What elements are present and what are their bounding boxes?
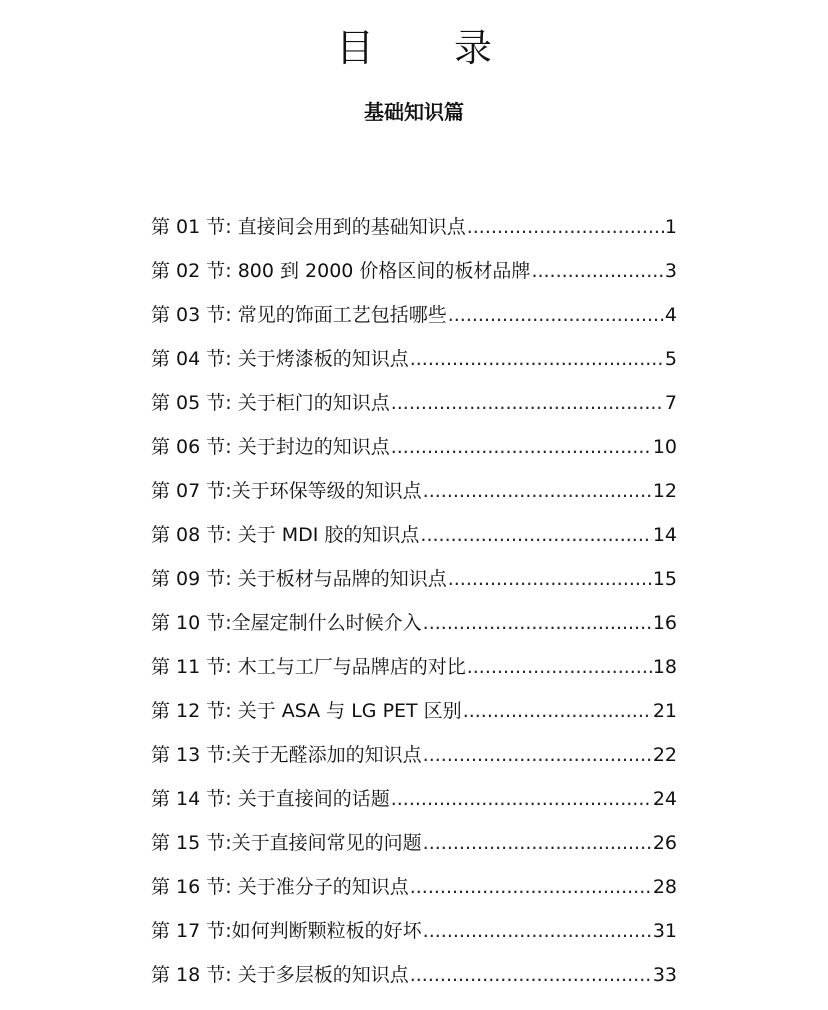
toc-entry[interactable]	[151, 245, 677, 289]
toc-page-number: 16	[652, 612, 677, 634]
toc-entry[interactable]	[151, 729, 677, 773]
toc-dot-leader	[467, 209, 664, 245]
toc-page-number: 28	[652, 876, 677, 898]
toc-page-number: 33	[652, 964, 677, 986]
toc-dot-leader	[467, 649, 652, 685]
toc-dot-leader	[420, 517, 651, 553]
toc-dot-leader	[391, 429, 652, 465]
toc-dot-leader	[423, 913, 652, 949]
toc-page-number: 24	[652, 788, 677, 810]
toc-page-number: 10	[652, 436, 677, 458]
toc-entry-label: 第 15 节:关于直接间常见的问题	[151, 832, 422, 854]
toc-page-number: 18	[652, 656, 677, 678]
toc-page-number: 5	[664, 348, 677, 370]
toc-entry[interactable]	[151, 817, 677, 861]
toc-page-number: 1	[664, 216, 677, 238]
toc-entry-label: 第 10 节:全屋定制什么时候介入	[151, 612, 422, 634]
toc-entry-label: 第 18 节: 关于多层板的知识点	[151, 964, 409, 986]
toc-dot-leader	[423, 473, 652, 509]
toc-dot-leader	[423, 737, 652, 773]
toc-page-number: 12	[652, 480, 677, 502]
toc-page-number: 22	[652, 744, 677, 766]
toc-entry[interactable]	[151, 333, 677, 377]
toc-entry-label: 第 01 节: 直接间会用到的基础知识点	[151, 216, 466, 238]
toc-entry[interactable]	[151, 773, 677, 817]
toc-entry[interactable]	[151, 289, 677, 333]
toc-entry[interactable]	[151, 553, 677, 597]
toc-entry[interactable]	[151, 201, 677, 245]
toc-page-number: 14	[652, 524, 677, 546]
toc-dot-leader	[448, 297, 664, 333]
toc-page-number: 7	[664, 392, 677, 414]
toc-page-number: 15	[652, 568, 677, 590]
toc-page-number: 21	[652, 700, 677, 722]
page-title: 目 录	[335, 26, 527, 70]
toc-dot-leader	[423, 605, 652, 641]
toc-entry[interactable]	[151, 949, 677, 993]
toc-page-number: 4	[664, 304, 677, 326]
toc-dot-leader	[391, 781, 652, 817]
toc-entry-label: 第 06 节: 关于封边的知识点	[151, 436, 390, 458]
toc-entry-label: 第 13 节:关于无醛添加的知识点	[151, 744, 422, 766]
toc-entry[interactable]	[151, 465, 677, 509]
toc-entry-label: 第 11 节: 木工与工厂与品牌店的对比	[151, 656, 466, 678]
toc-entry[interactable]	[151, 597, 677, 641]
toc-dot-leader	[423, 825, 652, 861]
toc-entry-label: 第 09 节: 关于板材与品牌的知识点	[151, 568, 447, 590]
toc-entry-label: 第 17 节:如何判断颗粒板的好坏	[151, 920, 422, 942]
toc-page-number: 26	[652, 832, 677, 854]
toc-entry[interactable]	[151, 905, 677, 949]
table-of-contents	[151, 201, 677, 993]
toc-dot-leader	[463, 693, 652, 729]
toc-dot-leader	[410, 957, 652, 993]
toc-dot-leader	[391, 385, 664, 421]
toc-entry-label: 第 05 节: 关于柜门的知识点	[151, 392, 390, 414]
toc-entry-label: 第 07 节:关于环保等级的知识点	[151, 480, 422, 502]
toc-entry[interactable]	[151, 641, 677, 685]
toc-entry[interactable]	[151, 377, 677, 421]
toc-entry-label: 第 04 节: 关于烤漆板的知识点	[151, 348, 409, 370]
toc-dot-leader	[448, 561, 652, 597]
toc-entry[interactable]	[151, 861, 677, 905]
toc-entry-label: 第 16 节: 关于准分子的知识点	[151, 876, 409, 898]
toc-dot-leader	[410, 869, 652, 905]
toc-dot-leader	[410, 341, 664, 377]
toc-page-number: 3	[664, 260, 677, 282]
toc-entry-label: 第 08 节: 关于 MDI 胶的知识点	[151, 524, 420, 546]
toc-entry[interactable]	[151, 509, 677, 553]
section-heading: 基础知识篇	[364, 100, 464, 124]
toc-entry[interactable]	[151, 421, 677, 465]
toc-dot-leader	[531, 253, 663, 289]
toc-entry-label: 第 12 节: 关于 ASA 与 LG PET 区别	[151, 700, 462, 722]
toc-entry-label: 第 03 节: 常见的饰面工艺包括哪些	[151, 304, 447, 326]
toc-entry-label: 第 14 节: 关于直接间的话题	[151, 788, 390, 810]
toc-entry[interactable]	[151, 685, 677, 729]
toc-entry-label: 第 02 节: 800 到 2000 价格区间的板材品牌	[151, 260, 531, 282]
toc-page-number: 31	[652, 920, 677, 942]
